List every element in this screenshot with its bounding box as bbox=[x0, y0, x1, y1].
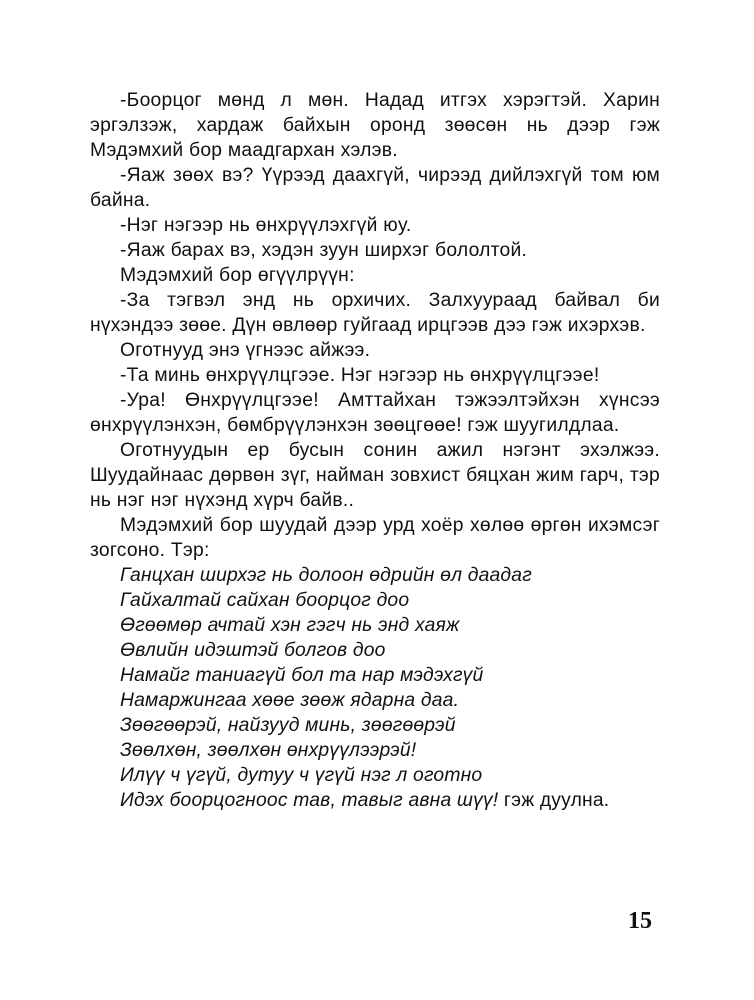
verse-line bbox=[120, 613, 660, 638]
poem-verse bbox=[90, 563, 660, 813]
verse-line bbox=[120, 563, 660, 588]
paragraph: -Ура! Өнхрүүлцгээе! Амттайхан тэжээлтэйхэн хүнсээ өнхрүүлэнхэн, бөмбрүүлэнхэн зөөцгөөе! гэж шуугилдлаа. bbox=[90, 390, 660, 436]
verse-line-text: Илүү ч үгүй, дутуу ч үгүй нэг л оготно bbox=[120, 765, 483, 786]
verse-line-tail: гэж дуулна. bbox=[498, 790, 610, 811]
paragraph: -Нэг нэгээр нь өнхрүүлэхгүй юу. bbox=[120, 215, 412, 236]
page-text bbox=[90, 88, 660, 813]
paragraph: -Та минь өнхрүүлцгээе. Нэг нэгээр нь өнхрүүлцгээе! bbox=[120, 365, 600, 386]
verse-line-text: Идэх боорцогноос тав, тавыг авна шүү! bbox=[120, 790, 499, 811]
paragraph: -Яаж барах вэ, хэдэн зуун ширхэг бололтой. bbox=[120, 240, 528, 261]
paragraph: Мэдэмхий бор шуудай дээр урд хоёр хөлөө өргөн ихэмсэг зогсоно. Тэр: bbox=[90, 515, 660, 561]
paragraph: Мэдэмхий бор өгүүлрүүн: bbox=[120, 265, 355, 286]
verse-line bbox=[120, 763, 660, 788]
verse-line-text: Зөөгөөрэй, найзууд минь, зөөгөөрэй bbox=[120, 715, 456, 736]
verse-line-text: Гайхалтай сайхан боорцог доо bbox=[120, 590, 410, 611]
paragraph: Оготнууд энэ үгнээс айжээ. bbox=[120, 340, 371, 361]
verse-line-text: Ганцхан ширхэг нь долоон өдрийн өл даадаг bbox=[120, 565, 532, 586]
verse-line-text: Өвлийн идэштэй болгов доо bbox=[120, 640, 386, 661]
verse-line-last bbox=[120, 788, 660, 813]
verse-line bbox=[120, 588, 660, 613]
verse-line-text: Намаржингаа хөөе зөөж ядарна даа. bbox=[120, 690, 460, 711]
page-number: 15 bbox=[628, 908, 652, 934]
verse-line bbox=[120, 738, 660, 763]
verse-line-text: Зөөлхөн, зөөлхөн өнхрүүлээрэй! bbox=[120, 740, 417, 761]
paragraph: -Боорцог мөнд л мөн. Надад итгэх хэрэгтэй. Харин эргэлзэж, хардаж байхын оронд зөөсөн нь дээр гэж Мэдэмхий бор маадгархан хэлэв. bbox=[90, 90, 660, 161]
verse-line bbox=[120, 663, 660, 688]
paragraph: -За тэгвэл энд нь орхичих. Залхуураад байвал би нүхэндээ зөөе. Дүн өвлөөр гуйгаад ирцгээв дээ гэж ихэрхэв. bbox=[90, 290, 660, 336]
paragraph: -Яаж зөөх вэ? Үүрээд даахгүй, чирээд дийлэхгүй том юм байна. bbox=[90, 165, 660, 211]
verse-line bbox=[120, 688, 660, 713]
verse-line bbox=[120, 638, 660, 663]
verse-line bbox=[120, 713, 660, 738]
paragraph: Оготнуудын ер бусын сонин ажил нэгэнт эхэлжээ. Шуудайнаас дөрвөн зүг, найман зовхист бяцхан жим гарч, тэр нь нэг нэг нүхэнд хүрч байв.. bbox=[90, 440, 660, 511]
verse-line-text: Намайг таниагүй бол та нар мэдэхгүй bbox=[120, 665, 484, 686]
verse-line-text: Өгөөмөр ачтай хэн гэгч нь энд хаяж bbox=[120, 615, 460, 636]
